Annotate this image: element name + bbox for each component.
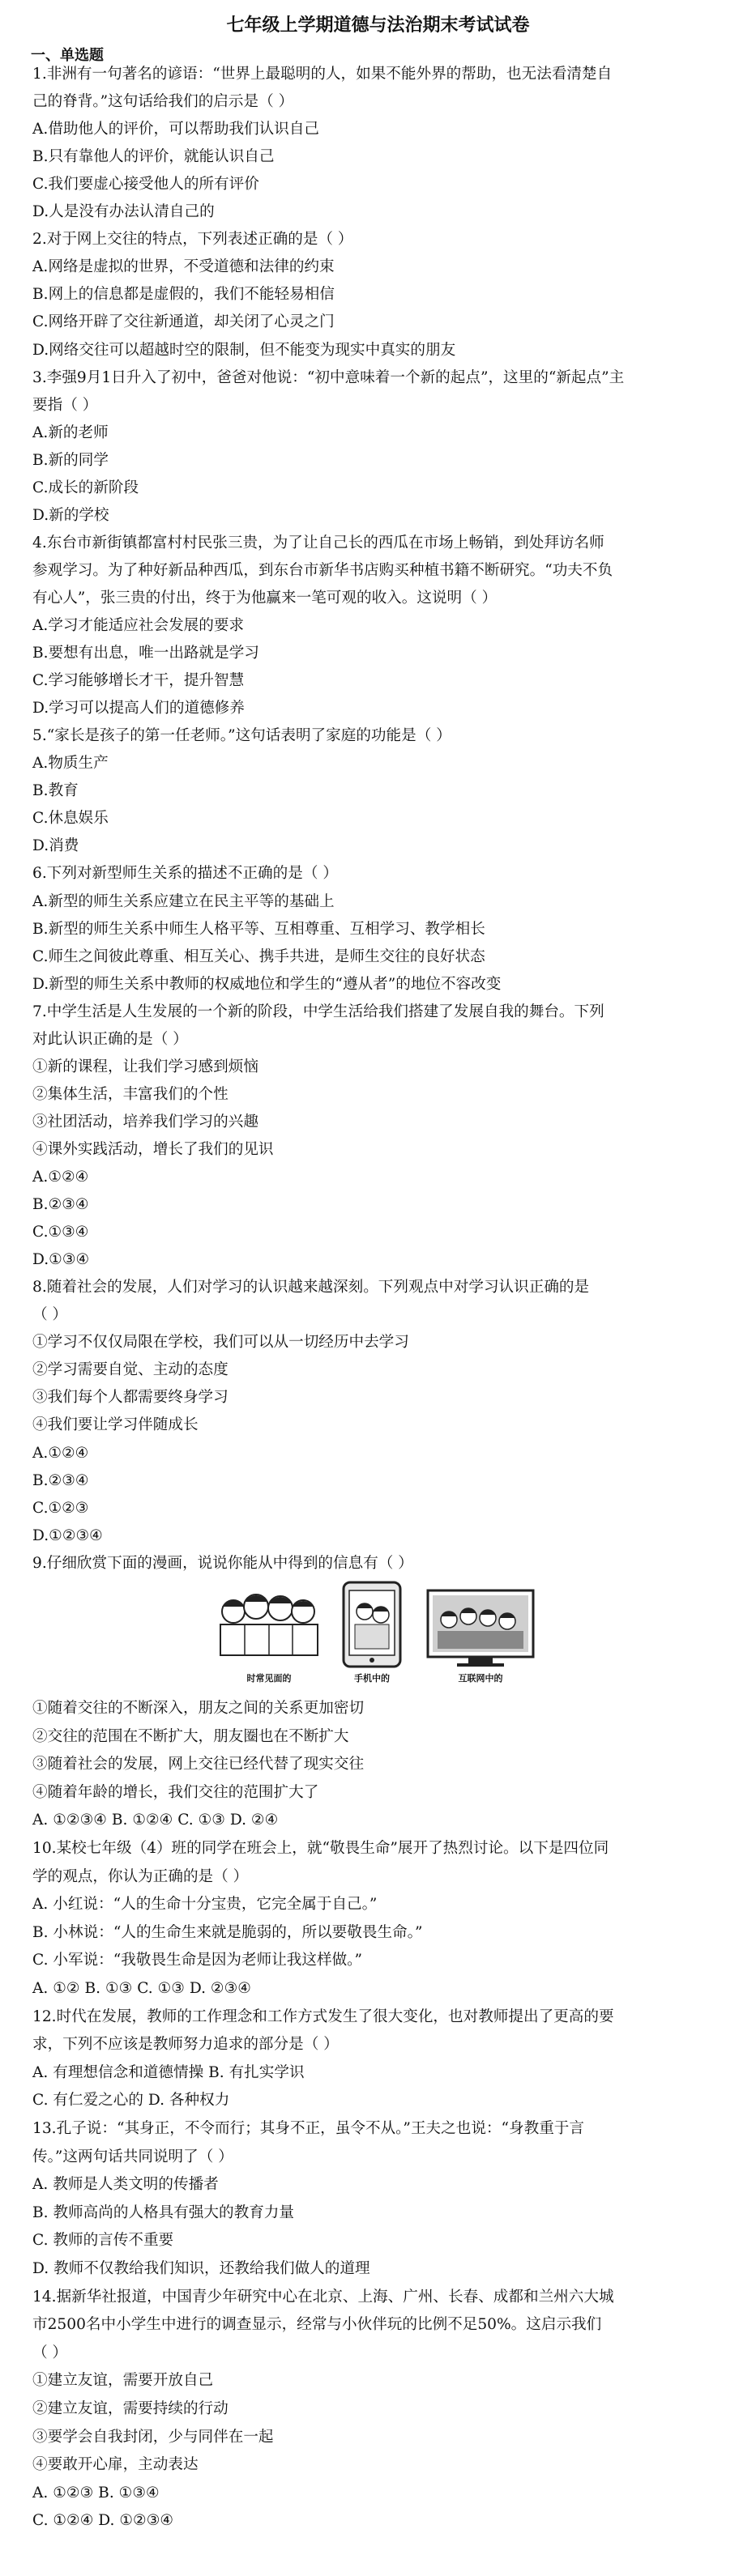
- text-line: 要指（ ）: [32, 396, 98, 414]
- comic-illustration: [216, 1579, 541, 1688]
- text-line: ②集体生活，丰富我们的个性: [32, 1085, 229, 1103]
- text-line: D.新的学校: [32, 506, 109, 524]
- comic-panel-friends: [220, 1595, 318, 1655]
- text-line: 对此认识正确的是（ ）: [32, 1030, 188, 1048]
- text-line: D.新型的师生关系中教师的权威地位和学生的“遵从者”的地位不容改变: [32, 975, 502, 993]
- text-line: 1.非洲有一句著名的谚语：“世界上最聪明的人，如果不能外界的帮助，也无法看清楚自: [32, 66, 613, 83]
- text-line: ④我们要让学习伴随成长: [32, 1416, 199, 1434]
- text-line: D.网络交往可以超越时空的限制，但不能变为现实中真实的朋友: [32, 341, 456, 359]
- text-line: C.学习能够增长才干，提升智慧: [32, 672, 245, 690]
- text-line: ①新的课程，让我们学习感到烦恼: [32, 1058, 258, 1075]
- text-line: 6.下列对新型师生关系的描述不正确的是（ ）: [32, 865, 338, 883]
- text-line: B.要想有出息，唯一出路就是学习: [32, 645, 259, 662]
- text-line: B.新的同学: [32, 451, 109, 469]
- text-line: C.成长的新阶段: [32, 479, 139, 496]
- text-line: 13.孔子说：“其身正，不令而行；其身不正，虽令不从。”王夫之也说：“身教重于言: [32, 2120, 584, 2137]
- text-line: D. 教师不仅教给我们知识，还教给我们做人的道理: [32, 2260, 370, 2277]
- text-line: 9.仔细欣赏下面的漫画，说说你能从中得到的信息有（ ）: [32, 1554, 413, 1572]
- text-line: A.新型的师生关系应建立在民主平等的基础上: [32, 892, 335, 910]
- text-line: A. 小红说：“人的生命十分宝贵，它完全属于自己。”: [32, 1896, 378, 1914]
- text-line: ③我们每个人都需要终身学习: [32, 1389, 229, 1407]
- text-line: A.学习才能适应社会发展的要求: [32, 617, 245, 634]
- text-line: 10.某校七年级（4）班的同学在班会上，就“敬畏生命”展开了热烈讨论。以下是四位同: [32, 1840, 609, 1857]
- comic-caption-3: 互联网中的: [458, 1673, 503, 1684]
- text-line: C.师生之间彼此尊重、相互关心、携手共进，是师生交往的良好状态: [32, 947, 485, 965]
- text-line: 8.随着社会的发展，人们对学习的认识越来越深刻。下列观点中对学习认识正确的是: [32, 1279, 590, 1297]
- text-line: C. 小军说：“我敬畏生命是因为老师让我这样做。”: [32, 1952, 362, 1969]
- text-line: B.新型的师生关系中师生人格平等、互相尊重、互相学习、教学相长: [32, 920, 485, 938]
- text-line: 14.据新华社报道，中国青少年研究中心在北京、上海、广州、长春、成都和兰州六大城: [32, 2288, 614, 2306]
- text-line: B.②③④: [32, 1196, 89, 1214]
- text-line: 4.东台市新街镇都富村村民张三贵，为了让自己长的西瓜在市场上畅销，到处拜访名师: [32, 534, 604, 551]
- text-line: D.①②③④: [32, 1526, 103, 1544]
- text-line: 3.李强9月1日升入了初中，爸爸对他说：“初中意味着一个新的起点”，这里的“新起点”主: [32, 368, 625, 386]
- text-line: ①随着交往的不断深入，朋友之间的关系更加密切: [32, 1700, 365, 1717]
- section-heading: 一、单选题: [31, 47, 104, 64]
- text-line: A.①②④: [32, 1444, 89, 1462]
- comic-panel-internet: [428, 1590, 533, 1667]
- text-line: A. 教师是人类文明的传播者: [32, 2176, 219, 2194]
- comic-caption-1: 时常见面的: [246, 1673, 292, 1684]
- text-line: 学的观点，你认为正确的是（ ）: [32, 1867, 249, 1885]
- text-line: A.①②④: [32, 1169, 89, 1186]
- comic-panel-phone: [344, 1582, 400, 1667]
- text-line: 求，下列不应该是教师努力追求的部分是（ ）: [32, 2036, 339, 2054]
- text-line: A. ①②③ B. ①③④: [32, 2484, 160, 2501]
- comic-caption-2: 手机中的: [354, 1673, 390, 1684]
- text-line: C. 有仁爱之心的 D. 各种权力: [32, 2092, 230, 2110]
- text-line: C. ①②④ D. ①②③④: [32, 2512, 174, 2530]
- text-line: B. 小林说：“人的生命生来就是脆弱的，所以要敬畏生命。”: [32, 1923, 423, 1941]
- text-line: B.教育: [32, 782, 79, 800]
- text-line: ①建立友谊，需要开放自己: [32, 2372, 214, 2390]
- text-line: ④课外实践活动，增长了我们的见识: [32, 1140, 274, 1158]
- text-line: D.学习可以提高人们的道德修养: [32, 700, 245, 717]
- page-title: 七年级上学期道德与法治期末考试试卷: [226, 15, 530, 36]
- text-line: C.网络开辟了交往新通道，却关闭了心灵之门: [32, 313, 335, 331]
- text-line: D.消费: [32, 837, 79, 855]
- text-line: B.只有靠他人的评价，就能认识自己: [32, 148, 275, 166]
- text-line: （ ）: [32, 1306, 68, 1324]
- text-line: ④随着年龄的增长，我们交往的范围扩大了: [32, 1783, 319, 1801]
- text-line: 有心人”，张三贵的付出，终于为他赢来一笔可观的收入。这说明（ ）: [32, 589, 498, 607]
- text-line: （ ）: [32, 2344, 68, 2361]
- text-line: C. 教师的言传不重要: [32, 2232, 174, 2250]
- text-line: A.借助他人的评价，可以帮助我们认识自己: [32, 121, 320, 138]
- text-line: B.网上的信息都是虚假的，我们不能轻易相信: [32, 286, 335, 304]
- text-line: ②建立友谊，需要持续的行动: [32, 2400, 229, 2417]
- text-line: D.人是没有办法认清自己的: [32, 203, 215, 221]
- text-line: ③要学会自我封闭，少与同伴在一起: [32, 2428, 274, 2446]
- text-line: 12.时代在发展，教师的工作理念和工作方式发生了很大变化，也对教师提出了更高的要: [32, 2008, 614, 2025]
- text-line: A. ①② B. ①③ C. ①③ D. ②③④: [32, 1980, 251, 1997]
- text-line: 2.对于网上交往的特点，下列表述正确的是（ ）: [32, 231, 353, 249]
- text-line: 传。”这两句话共同说明了（ ）: [32, 2148, 233, 2165]
- text-line: 参观学习。为了种好新品种西瓜，到东台市新华书店购买种植书籍不断研究。“功夫不负: [32, 561, 613, 579]
- text-line: A.新的老师: [32, 424, 109, 441]
- text-line: ④要敢开心扉，主动表达: [32, 2456, 199, 2474]
- text-line: ③社团活动，培养我们学习的兴趣: [32, 1113, 258, 1130]
- text-line: ②学习需要自觉、主动的态度: [32, 1361, 229, 1379]
- text-line: 5.“家长是孩子的第一任老师。”这句话表明了家庭的功能是（ ）: [32, 727, 451, 745]
- text-line: A.网络是虚拟的世界，不受道德和法律的约束: [32, 258, 335, 276]
- text-line: A. ①②③④ B. ①②④ C. ①③ D. ②④: [32, 1812, 279, 1829]
- text-line: 7.中学生活是人生发展的一个新的阶段，中学生活给我们搭建了发展自我的舞台。下列: [32, 1003, 604, 1020]
- text-line: D.①③④: [32, 1251, 90, 1269]
- text-line: ①学习不仅仅局限在学校，我们可以从一切经历中去学习: [32, 1334, 409, 1352]
- text-line: A. 有理想信念和道德情操 B. 有扎实学识: [32, 2063, 305, 2081]
- text-line: ②交往的范围在不断扩大，朋友圈也在不断扩大: [32, 1727, 349, 1745]
- text-line: B. 教师高尚的人格具有强大的教育力量: [32, 2203, 294, 2221]
- text-line: A.物质生产: [32, 755, 109, 773]
- text-line: C.我们要虚心接受他人的所有评价: [32, 176, 259, 194]
- text-line: ③随着社会的发展，网上交往已经代替了现实交往: [32, 1756, 365, 1773]
- text-line: B.②③④: [32, 1471, 89, 1489]
- text-line: C.①③④: [32, 1224, 89, 1241]
- text-line: C.①②③: [32, 1499, 89, 1517]
- text-line: C.休息娱乐: [32, 810, 109, 828]
- text-line: 市2500名中小学生中进行的调查显示，经常与小伙伴玩的比例不足50%。这启示我们: [32, 2316, 602, 2334]
- text-line: 己的脊背。”这句话给我们的启示是（ ）: [32, 93, 294, 111]
